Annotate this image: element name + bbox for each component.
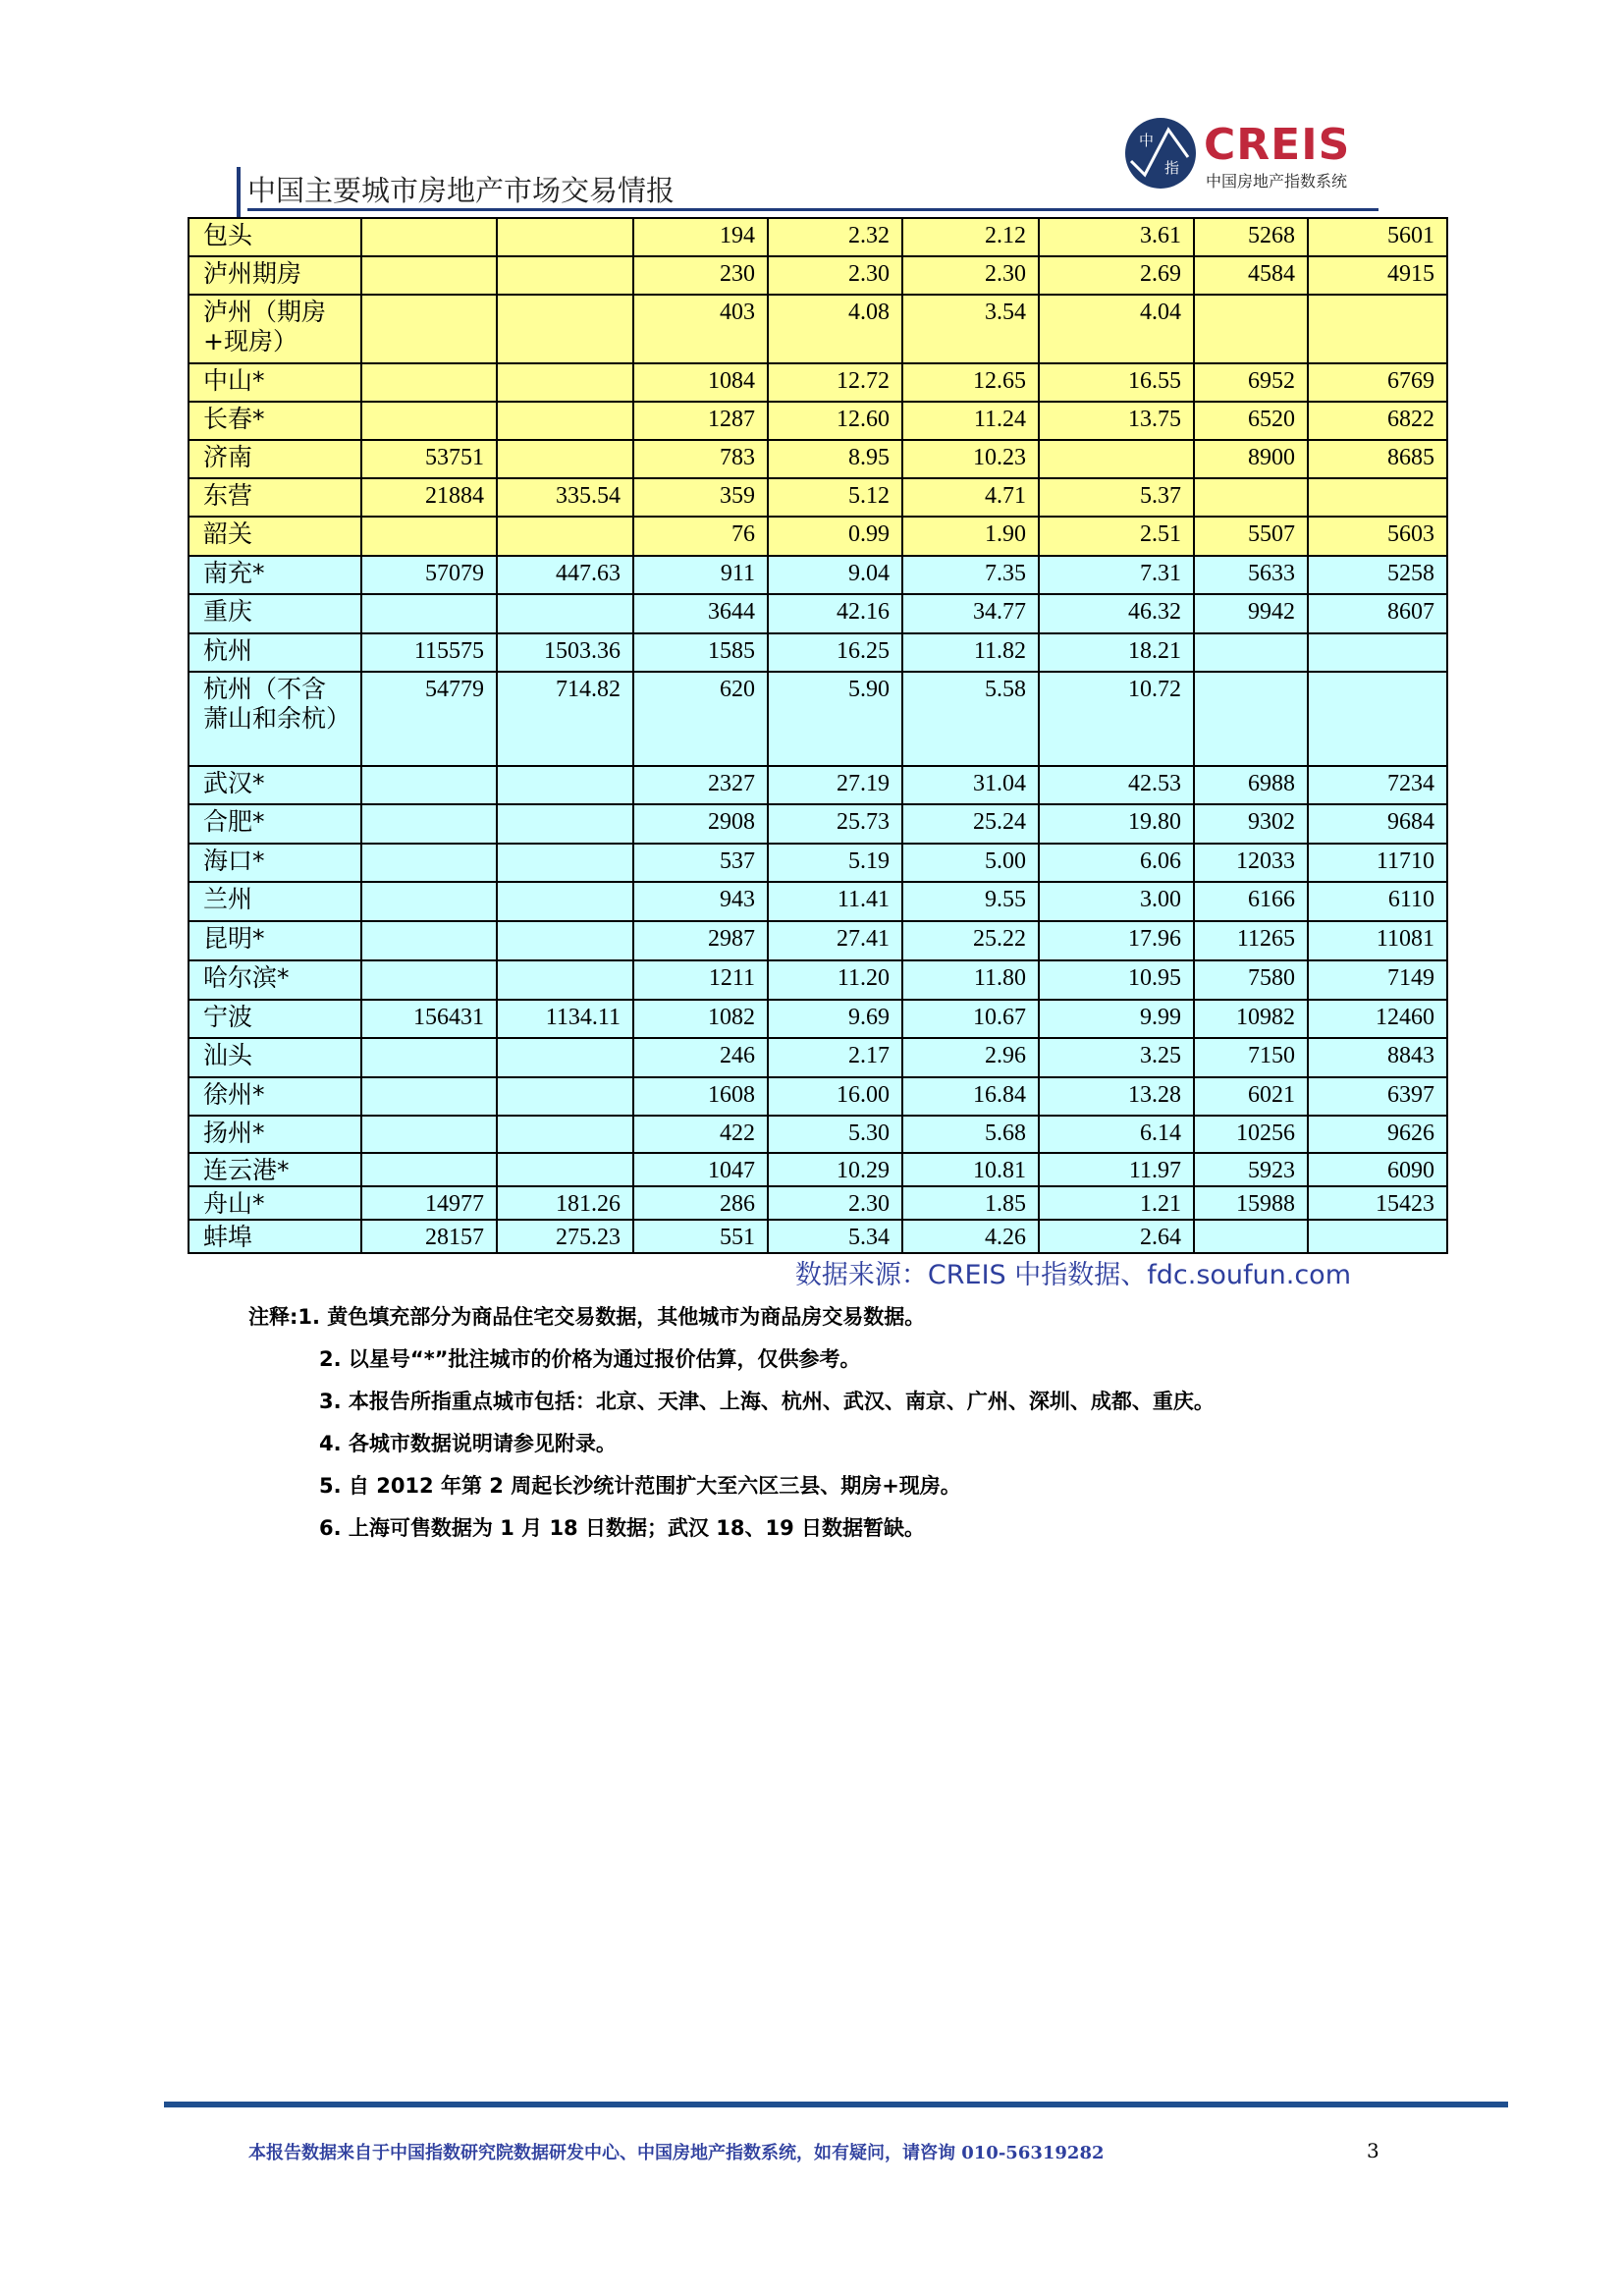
table-row <box>189 1077 1447 1116</box>
note-1: 注释:1. 黄色填充部分为商品住宅交易数据，其他城市为商品房交易数据。 <box>248 1305 926 1329</box>
value-cell: 1608 <box>633 1077 768 1116</box>
value-cell: 1047 <box>633 1153 768 1186</box>
value-cell: 537 <box>633 844 768 882</box>
value-cell <box>497 1153 633 1186</box>
value-cell: 13.75 <box>1039 402 1194 440</box>
value-cell: 447.63 <box>497 556 633 594</box>
value-cell: 34.77 <box>902 594 1039 633</box>
value-cell: 11.20 <box>768 960 902 1000</box>
city-name-cell: 长春* <box>189 402 361 440</box>
value-cell: 911 <box>633 556 768 594</box>
value-cell: 7149 <box>1308 960 1447 1000</box>
value-cell: 2.51 <box>1039 517 1194 556</box>
table-row <box>189 844 1447 882</box>
value-cell: 54779 <box>361 672 497 766</box>
value-cell: 181.26 <box>497 1186 633 1220</box>
value-cell: 3.25 <box>1039 1038 1194 1077</box>
value-cell: 1.85 <box>902 1186 1039 1220</box>
city-name-cell: 东营 <box>189 478 361 517</box>
value-cell <box>497 844 633 882</box>
value-cell: 15423 <box>1308 1186 1447 1220</box>
value-cell: 5258 <box>1308 556 1447 594</box>
logo-subtitle: 中国房地产指数系统 <box>1206 172 1348 191</box>
city-name-cell: 舟山* <box>189 1186 361 1220</box>
value-cell: 3.61 <box>1039 218 1194 256</box>
city-name-cell: 泸州期房 <box>189 256 361 295</box>
value-cell <box>1194 295 1308 363</box>
value-cell: 8607 <box>1308 594 1447 633</box>
value-cell: 12.65 <box>902 363 1039 402</box>
value-cell <box>361 960 497 1000</box>
table-row <box>189 478 1447 517</box>
note-2: 2. 以星号“*”批注城市的价格为通过报价估算，仅供参考。 <box>319 1347 861 1371</box>
value-cell: 16.25 <box>768 633 902 672</box>
logo-brand: CREIS <box>1204 120 1351 170</box>
value-cell: 11.97 <box>1039 1153 1194 1186</box>
value-cell: 4.08 <box>768 295 902 363</box>
value-cell: 2.30 <box>902 256 1039 295</box>
table-row <box>189 440 1447 478</box>
value-cell: 3.54 <box>902 295 1039 363</box>
value-cell: 7.31 <box>1039 556 1194 594</box>
city-name-cell: 杭州（不含萧山和余杭） <box>189 672 361 766</box>
value-cell: 0.99 <box>768 517 902 556</box>
value-cell: 42.53 <box>1039 766 1194 804</box>
value-cell <box>361 882 497 921</box>
value-cell: 9302 <box>1194 804 1308 844</box>
value-cell: 1.21 <box>1039 1186 1194 1220</box>
city-name-cell: 济南 <box>189 440 361 478</box>
value-cell: 6090 <box>1308 1153 1447 1186</box>
value-cell: 17.96 <box>1039 921 1194 960</box>
table-row <box>189 1038 1447 1077</box>
page-number: 3 <box>1367 2139 1379 2162</box>
city-name-cell: 韶关 <box>189 517 361 556</box>
table-row <box>189 1000 1447 1038</box>
table-row <box>189 295 1447 363</box>
value-cell: 5633 <box>1194 556 1308 594</box>
value-cell <box>361 1153 497 1186</box>
header-divider <box>247 208 1379 211</box>
value-cell <box>497 921 633 960</box>
city-name-cell: 武汉* <box>189 766 361 804</box>
value-cell: 27.41 <box>768 921 902 960</box>
value-cell: 5.37 <box>1039 478 1194 517</box>
value-cell: 16.00 <box>768 1077 902 1116</box>
logo-mark-icon <box>1125 118 1196 189</box>
value-cell: 6.14 <box>1039 1116 1194 1153</box>
value-cell: 5.90 <box>768 672 902 766</box>
value-cell: 2.69 <box>1039 256 1194 295</box>
value-cell <box>497 1116 633 1153</box>
value-cell: 25.73 <box>768 804 902 844</box>
city-name-cell: 宁波 <box>189 1000 361 1038</box>
value-cell: 5268 <box>1194 218 1308 256</box>
value-cell: 2.30 <box>768 256 902 295</box>
value-cell: 10256 <box>1194 1116 1308 1153</box>
value-cell: 6110 <box>1308 882 1447 921</box>
value-cell: 5.30 <box>768 1116 902 1153</box>
value-cell: 10.29 <box>768 1153 902 1186</box>
value-cell: 6021 <box>1194 1077 1308 1116</box>
value-cell <box>361 256 497 295</box>
value-cell: 6166 <box>1194 882 1308 921</box>
city-name-cell: 南充* <box>189 556 361 594</box>
city-name-cell: 徐州* <box>189 1077 361 1116</box>
value-cell: 25.22 <box>902 921 1039 960</box>
value-cell: 2987 <box>633 921 768 960</box>
value-cell <box>1194 478 1308 517</box>
value-cell: 2.12 <box>902 218 1039 256</box>
value-cell: 10.23 <box>902 440 1039 478</box>
city-name-cell: 杭州 <box>189 633 361 672</box>
value-cell: 5.34 <box>768 1220 902 1253</box>
value-cell: 11.80 <box>902 960 1039 1000</box>
value-cell: 5.58 <box>902 672 1039 766</box>
value-cell <box>497 402 633 440</box>
value-cell: 4.26 <box>902 1220 1039 1253</box>
value-cell: 1134.11 <box>497 1000 633 1038</box>
value-cell: 6952 <box>1194 363 1308 402</box>
value-cell: 422 <box>633 1116 768 1153</box>
data-source: 数据来源：CREIS 中指数据、fdc.soufun.com <box>794 1260 1351 1290</box>
table-row <box>189 517 1447 556</box>
value-cell: 9942 <box>1194 594 1308 633</box>
value-cell: 8685 <box>1308 440 1447 478</box>
value-cell: 10.72 <box>1039 672 1194 766</box>
value-cell: 1.90 <box>902 517 1039 556</box>
value-cell <box>361 363 497 402</box>
value-cell: 6520 <box>1194 402 1308 440</box>
city-name-cell: 蚌埠 <box>189 1220 361 1253</box>
note-3: 3. 本报告所指重点城市包括：北京、天津、上海、杭州、武汉、南京、广州、深圳、成都、重庆。 <box>319 1390 1215 1413</box>
city-name-cell: 中山* <box>189 363 361 402</box>
table-row <box>189 766 1447 804</box>
value-cell: 9.99 <box>1039 1000 1194 1038</box>
value-cell: 2.30 <box>768 1186 902 1220</box>
value-cell <box>361 218 497 256</box>
value-cell: 8900 <box>1194 440 1308 478</box>
city-name-cell: 重庆 <box>189 594 361 633</box>
table-row <box>189 218 1447 256</box>
value-cell: 11.82 <box>902 633 1039 672</box>
value-cell <box>1308 672 1447 766</box>
value-cell <box>361 921 497 960</box>
value-cell <box>497 960 633 1000</box>
value-cell: 403 <box>633 295 768 363</box>
city-name-cell: 哈尔滨* <box>189 960 361 1000</box>
city-name-cell: 合肥* <box>189 804 361 844</box>
value-cell: 5.00 <box>902 844 1039 882</box>
value-cell <box>361 594 497 633</box>
table-row <box>189 594 1447 633</box>
value-cell <box>1194 1220 1308 1253</box>
city-name-cell: 连云港* <box>189 1153 361 1186</box>
value-cell: 5.19 <box>768 844 902 882</box>
table-row <box>189 633 1447 672</box>
value-cell: 275.23 <box>497 1220 633 1253</box>
value-cell <box>1308 478 1447 517</box>
value-cell <box>361 517 497 556</box>
value-cell: 11.41 <box>768 882 902 921</box>
table-row <box>189 672 1447 766</box>
value-cell: 246 <box>633 1038 768 1077</box>
value-cell: 230 <box>633 256 768 295</box>
value-cell: 9.69 <box>768 1000 902 1038</box>
value-cell: 6988 <box>1194 766 1308 804</box>
value-cell: 12033 <box>1194 844 1308 882</box>
table-row <box>189 1153 1447 1186</box>
value-cell: 16.55 <box>1039 363 1194 402</box>
value-cell <box>361 295 497 363</box>
value-cell <box>1308 295 1447 363</box>
value-cell: 5.68 <box>902 1116 1039 1153</box>
value-cell: 2908 <box>633 804 768 844</box>
value-cell <box>361 844 497 882</box>
value-cell: 2.17 <box>768 1038 902 1077</box>
city-name-cell: 海口* <box>189 844 361 882</box>
value-cell <box>497 218 633 256</box>
value-cell: 31.04 <box>902 766 1039 804</box>
value-cell: 5507 <box>1194 517 1308 556</box>
value-cell: 21884 <box>361 478 497 517</box>
value-cell: 7234 <box>1308 766 1447 804</box>
value-cell: 2.32 <box>768 218 902 256</box>
value-cell: 12.72 <box>768 363 902 402</box>
header-accent-bar <box>237 167 241 218</box>
city-name-cell: 兰州 <box>189 882 361 921</box>
value-cell <box>361 804 497 844</box>
value-cell: 6.06 <box>1039 844 1194 882</box>
value-cell: 10.81 <box>902 1153 1039 1186</box>
value-cell: 11265 <box>1194 921 1308 960</box>
value-cell <box>497 804 633 844</box>
value-cell: 7150 <box>1194 1038 1308 1077</box>
value-cell: 9684 <box>1308 804 1447 844</box>
value-cell: 10.67 <box>902 1000 1039 1038</box>
value-cell: 2.96 <box>902 1038 1039 1077</box>
value-cell: 115575 <box>361 633 497 672</box>
value-cell <box>1194 633 1308 672</box>
value-cell: 57079 <box>361 556 497 594</box>
value-cell: 714.82 <box>497 672 633 766</box>
value-cell <box>361 1116 497 1153</box>
value-cell <box>1308 633 1447 672</box>
header-title: 中国主要城市房地产市场交易情报 <box>247 174 676 207</box>
logo-char: 中 <box>1139 132 1155 149</box>
value-cell: 53751 <box>361 440 497 478</box>
table-row <box>189 256 1447 295</box>
value-cell: 25.24 <box>902 804 1039 844</box>
creis-logo <box>1125 118 1380 194</box>
value-cell <box>497 363 633 402</box>
value-cell: 1585 <box>633 633 768 672</box>
table-row <box>189 960 1447 1000</box>
value-cell <box>361 402 497 440</box>
value-cell: 551 <box>633 1220 768 1253</box>
city-transaction-table <box>188 217 1448 1254</box>
value-cell: 1084 <box>633 363 768 402</box>
value-cell: 10.95 <box>1039 960 1194 1000</box>
value-cell: 6822 <box>1308 402 1447 440</box>
value-cell: 11081 <box>1308 921 1447 960</box>
value-cell: 11.24 <box>902 402 1039 440</box>
table-row <box>189 804 1447 844</box>
table-row <box>189 1116 1447 1153</box>
table-row <box>189 1186 1447 1220</box>
value-cell <box>1308 1220 1447 1253</box>
value-cell: 13.28 <box>1039 1077 1194 1116</box>
value-cell: 9626 <box>1308 1116 1447 1153</box>
value-cell: 46.32 <box>1039 594 1194 633</box>
value-cell <box>497 517 633 556</box>
value-cell: 4.04 <box>1039 295 1194 363</box>
value-cell <box>361 1077 497 1116</box>
value-cell: 19.80 <box>1039 804 1194 844</box>
value-cell: 783 <box>633 440 768 478</box>
note-6: 6. 上海可售数据为 1 月 18 日数据；武汉 18、19 日数据暂缺。 <box>319 1516 926 1540</box>
value-cell: 7580 <box>1194 960 1308 1000</box>
value-cell: 943 <box>633 882 768 921</box>
value-cell <box>497 440 633 478</box>
table-row <box>189 1220 1447 1253</box>
value-cell: 2.64 <box>1039 1220 1194 1253</box>
value-cell: 3.00 <box>1039 882 1194 921</box>
table-row <box>189 921 1447 960</box>
value-cell: 8.95 <box>768 440 902 478</box>
value-cell <box>497 256 633 295</box>
value-cell: 8843 <box>1308 1038 1447 1077</box>
city-name-cell: 汕头 <box>189 1038 361 1077</box>
table-row <box>189 402 1447 440</box>
value-cell: 76 <box>633 517 768 556</box>
value-cell: 27.19 <box>768 766 902 804</box>
value-cell: 9.04 <box>768 556 902 594</box>
city-name-cell: 昆明* <box>189 921 361 960</box>
value-cell: 1287 <box>633 402 768 440</box>
value-cell: 42.16 <box>768 594 902 633</box>
value-cell: 1211 <box>633 960 768 1000</box>
value-cell: 16.84 <box>902 1077 1039 1116</box>
value-cell: 15988 <box>1194 1186 1308 1220</box>
value-cell: 194 <box>633 218 768 256</box>
value-cell: 6397 <box>1308 1077 1447 1116</box>
value-cell: 28157 <box>361 1220 497 1253</box>
logo-char: 指 <box>1164 159 1180 177</box>
value-cell <box>1194 672 1308 766</box>
value-cell <box>497 766 633 804</box>
city-name-cell: 扬州* <box>189 1116 361 1153</box>
value-cell: 620 <box>633 672 768 766</box>
value-cell: 5601 <box>1308 218 1447 256</box>
value-cell: 359 <box>633 478 768 517</box>
value-cell: 12460 <box>1308 1000 1447 1038</box>
city-name-cell: 包头 <box>189 218 361 256</box>
value-cell: 18.21 <box>1039 633 1194 672</box>
value-cell: 12.60 <box>768 402 902 440</box>
value-cell: 2327 <box>633 766 768 804</box>
value-cell <box>497 295 633 363</box>
value-cell: 10982 <box>1194 1000 1308 1038</box>
note-4: 4. 各城市数据说明请参见附录。 <box>319 1432 617 1455</box>
value-cell: 4.71 <box>902 478 1039 517</box>
note-5: 5. 自 2012 年第 2 周起长沙统计范围扩大至六区三县、期房+现房。 <box>319 1474 961 1498</box>
value-cell: 5923 <box>1194 1153 1308 1186</box>
value-cell: 9.55 <box>902 882 1039 921</box>
table-row <box>189 882 1447 921</box>
value-cell: 6769 <box>1308 363 1447 402</box>
value-cell: 14977 <box>361 1186 497 1220</box>
value-cell: 156431 <box>361 1000 497 1038</box>
footer-divider <box>164 2102 1508 2107</box>
value-cell <box>1039 440 1194 478</box>
value-cell <box>361 766 497 804</box>
value-cell <box>361 1038 497 1077</box>
table-row <box>189 556 1447 594</box>
value-cell: 5.12 <box>768 478 902 517</box>
value-cell: 4584 <box>1194 256 1308 295</box>
value-cell: 335.54 <box>497 478 633 517</box>
value-cell: 3644 <box>633 594 768 633</box>
value-cell: 7.35 <box>902 556 1039 594</box>
value-cell <box>497 594 633 633</box>
value-cell <box>497 1038 633 1077</box>
value-cell: 1082 <box>633 1000 768 1038</box>
table-row <box>189 363 1447 402</box>
value-cell: 1503.36 <box>497 633 633 672</box>
value-cell: 286 <box>633 1186 768 1220</box>
city-name-cell: 泸州（期房+现房） <box>189 295 361 363</box>
value-cell <box>497 1077 633 1116</box>
value-cell <box>497 882 633 921</box>
footer-text: 本报告数据来自于中国指数研究院数据研发中心、中国房地产指数系统，如有疑问，请咨询 010-56319282 <box>248 2143 1105 2163</box>
value-cell: 11710 <box>1308 844 1447 882</box>
value-cell: 5603 <box>1308 517 1447 556</box>
value-cell: 4915 <box>1308 256 1447 295</box>
